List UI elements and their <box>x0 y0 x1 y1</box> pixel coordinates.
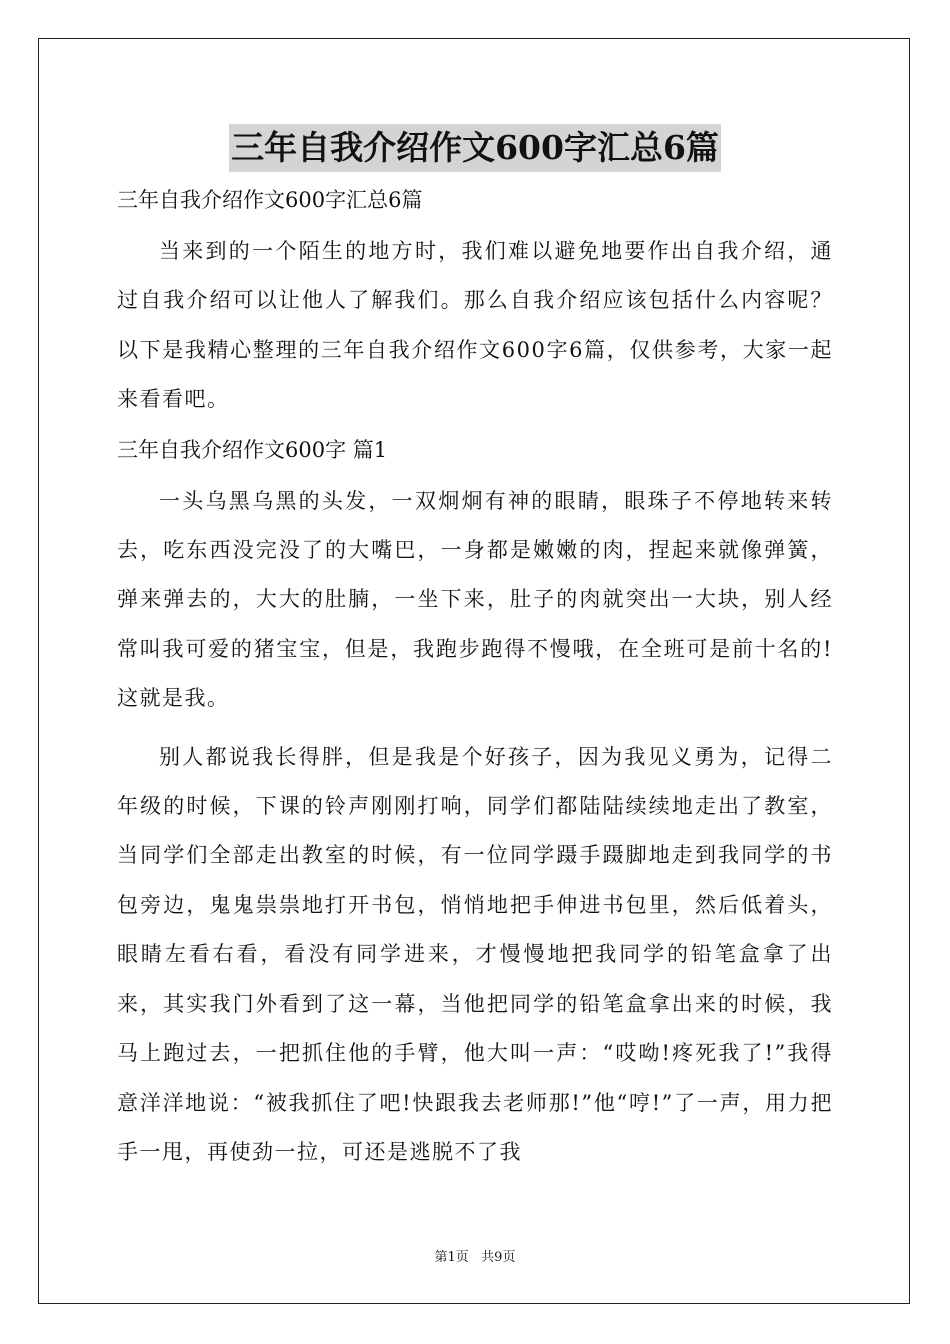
body-paragraph-2: 别人都说我长得胖，但是我是个好孩子，因为我见义勇为，记得二年级的时候，下课的铃声刚刚打响，同学们都陆陆续续地走出了教室，当同学们全部走出教室的时候，有一位同学蹑手蹑脚地走到我同学的书包旁边，鬼鬼祟祟地打开书包，悄悄地把手伸进书包里，然后低着头，眼睛左看右看，看没有同学进来，才慢慢地把我同学的铅笔盒拿了出来，其实我门外看到了这一幕，当他把同学的铅笔盒拿出来的时候，我马上跑过去，一把抓住他的手臂，他大叫一声：“哎呦!疼死我了!”我得意洋洋地说：“被我抓住了吧!快跟我去老师那!”他“哼!”了一声，用力把手一甩，再使劲一拉，可还是逃脱不了我 <box>117 744 833 1164</box>
document-subtitle: 三年自我介绍作文600字汇总6篇 <box>117 188 423 212</box>
intro-paragraph: 当来到的一个陌生的地方时，我们难以避免地要作出自我介绍，通过自我介绍可以让他人了解我们。那么自我介绍应该包括什么内容呢？以下是我精心整理的三年自我介绍作文600字6篇，仅供参考，大家一起来看看吧。 <box>117 239 833 412</box>
document-title: 三年自我介绍作文600字汇总6篇 <box>229 124 721 172</box>
body-paragraph-1: 一头乌黑乌黑的头发，一双炯炯有神的眼睛，眼珠子不停地转来转去，吃东西没完没了的大嘴巴，一身都是嫩嫩的肉，捏起来就像弹簧，弹来弹去的，大大的肚腩，一坐下来，肚子的肉就突出一大块，别人经常叫我可爱的猪宝宝，但是，我跑步跑得不慢哦，在全班可是前十名的!这就是我。 <box>117 488 833 711</box>
page-number-label: 第1页 共9页 <box>434 1250 516 1265</box>
document-body <box>117 176 833 1177</box>
page-footer <box>0 1246 950 1265</box>
section-heading: 三年自我介绍作文600字 篇1 <box>117 437 388 462</box>
title-container <box>0 124 950 172</box>
